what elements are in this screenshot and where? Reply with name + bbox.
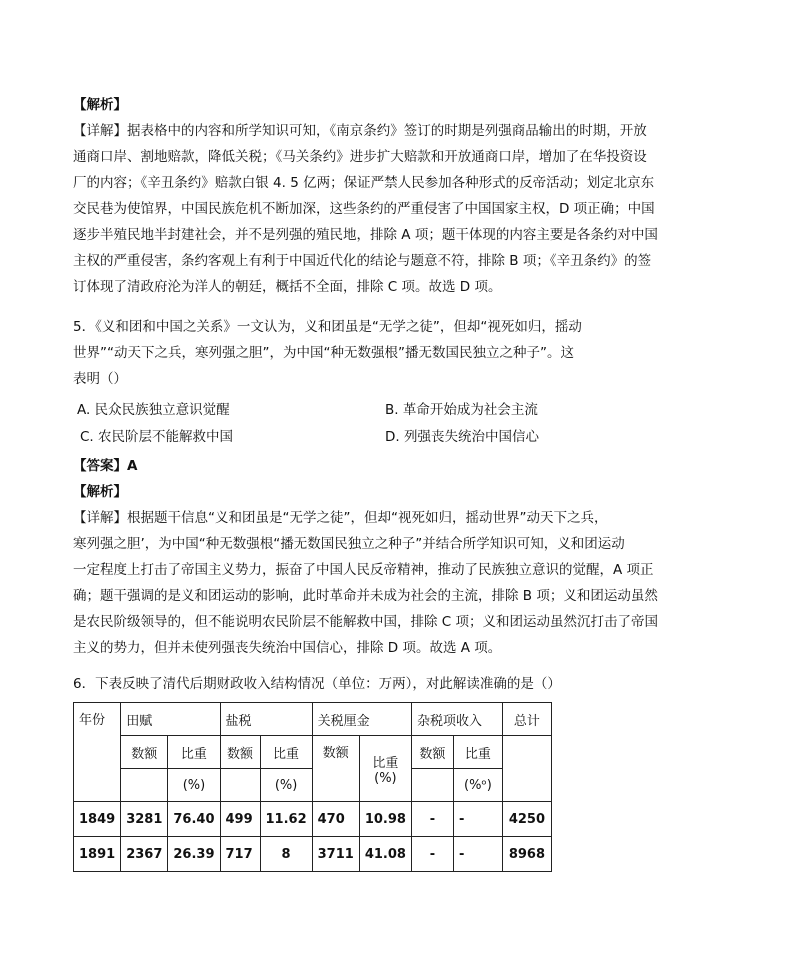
header-yanshui: 盐税 [220, 703, 312, 736]
subheader-amount: 数额 [121, 736, 168, 769]
q5-line: 5．《义和团和中国之关系》一文认为，义和团虽是“无学之徒”，但却“视死如归，摇动 [73, 319, 582, 335]
prev-analysis-label: 【解析】 [73, 97, 127, 113]
cell: 3711 [312, 837, 359, 872]
q5-analysis-line: 确；题干强调的是义和团运动的影响，此时革命并未成为社会的主流，排除 B 项；义和团运动虽然 [73, 588, 658, 604]
subheader-pct: (%) [168, 769, 220, 802]
prev-analysis-block [73, 92, 693, 300]
question-6-stem [73, 671, 693, 697]
cell: 11.62 [260, 802, 312, 837]
cell: 717 [220, 837, 260, 872]
cell: - [453, 837, 502, 872]
cell-year: 1849 [74, 802, 121, 837]
q5-answer-block [73, 453, 693, 661]
q5-analysis-line: 一定程度上打击了帝国主义势力，振奋了中国人民反帝精神，推动了民族独立意识的觉醒，A 项正 [73, 562, 654, 578]
cell: 76.40 [168, 802, 220, 837]
q5-option-c: C. 农民阶层不能解救中国 [80, 429, 234, 445]
cell-year: 1891 [74, 837, 121, 872]
prev-analysis-line: 订体现了清政府沦为洋人的朝廷，概括不全面，排除 C 项。故选 D 项。 [73, 279, 502, 295]
prev-analysis-line: 通商口岸、割地赔款，降低关税；《马关条约》进步扩大赔款和开放通商口岸，增加了在华投资设 [73, 149, 647, 165]
prev-analysis-line: 厂的内容；《辛丑条约》赔款白银 4. 5 亿两；保证严禁人民参加各种形式的反帝活动；划定北京东 [73, 175, 655, 191]
cell: - [411, 837, 453, 872]
subheader-blank [121, 769, 168, 802]
q5-analysis-label: 【解析】 [73, 484, 127, 500]
header-tianfu: 田赋 [121, 703, 220, 736]
subheader-blank [220, 769, 260, 802]
cell: 499 [220, 802, 260, 837]
header-year: 年份 [74, 703, 121, 802]
cell: 8 [260, 837, 312, 872]
cell: 470 [312, 802, 359, 837]
q5-answer: 【答案】A [73, 458, 138, 474]
subheader-pct: (%) [260, 769, 312, 802]
table-row [74, 837, 552, 872]
q5-analysis-line: 【详解】根据题干信息“义和团虽是“无学之徒”，但却“视死如归，摇动世界”动天下之兵， [73, 510, 608, 526]
q5-line: 表明（） [73, 371, 127, 387]
q5-analysis-line: 主义的势力，但并未使列强丧失统治中国信心，排除 D 项。故选 A 项。 [73, 640, 502, 656]
subheader-ratio: 比重 [168, 736, 220, 769]
prev-analysis-line: 【详解】据表格中的内容和所学知识可知，《南京条约》签订的时期是列强商品输出的时期，开放 [73, 123, 647, 139]
cell: 10.98 [359, 802, 411, 837]
q5-analysis-line: 寒列强之胆’，为中国“种无数强根“播无数国民独立之种子”并结合所学知识可知，义和团运动 [73, 536, 625, 552]
q5-analysis-line: 是农民阶级领导的，但不能说明农民阶层不能解救中国，排除 C 项；义和团运动虽然沉打击了帝国 [73, 614, 659, 630]
prev-analysis-line: 交民巷为使馆界，中国民族危机不断加深，这些条约的严重侵害了中国国家主权，D 项正确；中国 [73, 201, 655, 217]
total-spacer [502, 736, 551, 802]
prev-analysis-line: 逐步半殖民地半封建社会，并不是列强的殖民地，排除 A 项；题干体现的内容主要是各条约对中国 [73, 227, 658, 243]
q6-stem: 6．下表反映了清代后期财政收入结构情况（单位：万两），对此解读准确的是（） [73, 676, 561, 692]
subheader-amount: 数额 [411, 736, 453, 769]
table-row [74, 802, 552, 837]
subheader-blank [411, 769, 453, 802]
subheader-ratio-pct: 比重(%) [359, 736, 411, 802]
q5-line: 世界”“动天下之兵，寒列强之胆”，为中国“种无数强根”播无数国民独立之种子”。这 [73, 345, 574, 361]
cell: - [411, 802, 453, 837]
cell: 41.08 [359, 837, 411, 872]
cell: 4250 [502, 802, 551, 837]
cell: 2367 [121, 837, 168, 872]
header-guanshui: 关税厘金 [312, 703, 411, 736]
cell: 26.39 [168, 837, 220, 872]
finance-table [73, 702, 552, 872]
q5-option-b: B. 革命开始成为社会主流 [385, 402, 538, 418]
subheader-amount: 数额 [312, 736, 359, 802]
cell: 8968 [502, 837, 551, 872]
header-zashui: 杂税项收入 [411, 703, 502, 736]
subheader-ratio: 比重 [453, 736, 502, 769]
prev-analysis-line: 主权的严重侵害，条约客观上有利于中国近代化的结论与题意不符，排除 B 项；《辛丑条约》的签 [73, 253, 652, 269]
question-5-stem [73, 314, 693, 392]
subheader-pct-odd: (%ᵒ) [453, 769, 502, 802]
cell: 3281 [121, 802, 168, 837]
header-total: 总计 [502, 703, 551, 736]
q5-option-d: D. 列强丧失统治中国信心 [385, 429, 539, 445]
q5-option-a: A. 民众民族独立意识觉醒 [77, 402, 230, 418]
subheader-ratio: 比重 [260, 736, 312, 769]
cell: - [453, 802, 502, 837]
subheader-amount: 数额 [220, 736, 260, 769]
